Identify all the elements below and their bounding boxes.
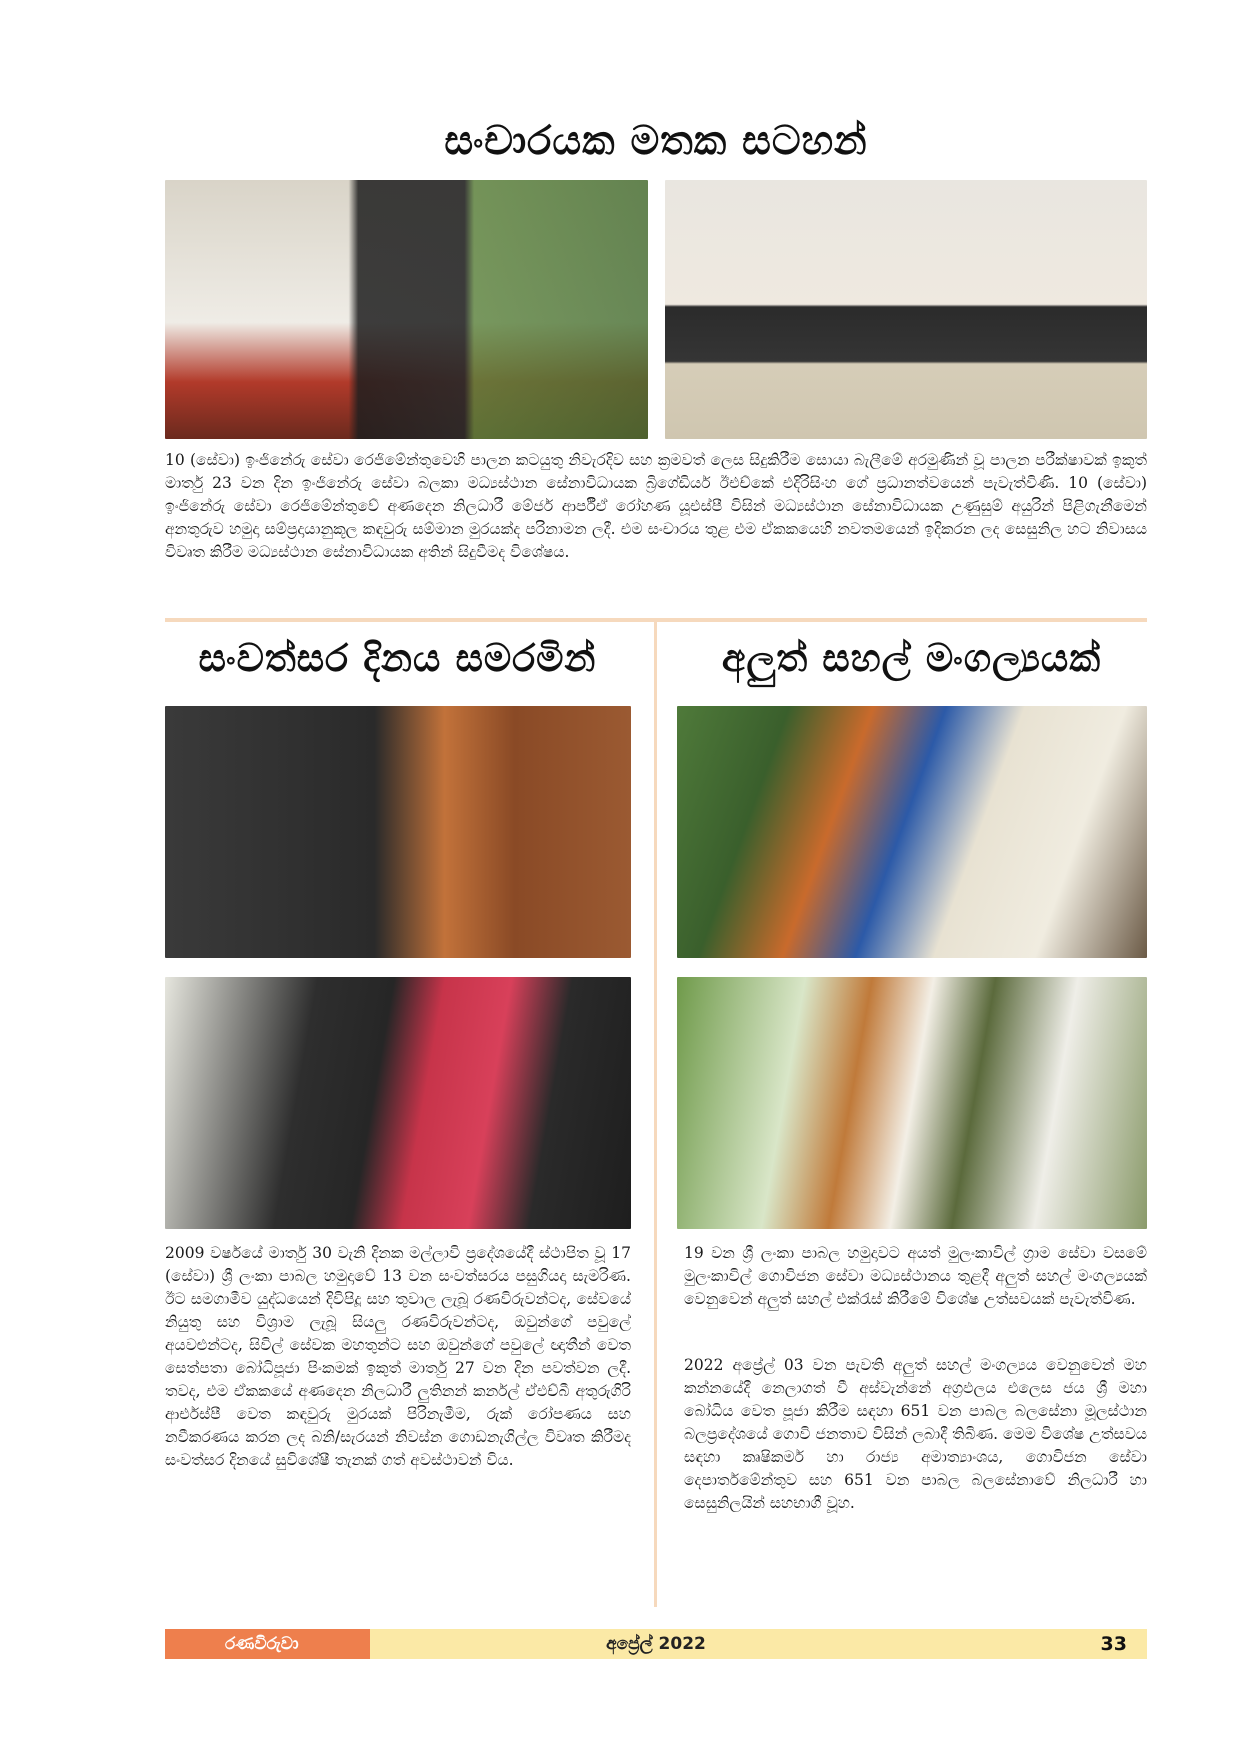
photo-door-unveiling — [165, 706, 631, 958]
page-number: 33 — [1100, 1633, 1127, 1655]
photo-rice-offering — [677, 977, 1147, 1229]
column-divider — [654, 622, 657, 1607]
article1-body: 10 (සේවා) ඉංජිනේරු සේවා රෙජිමේන්තුවෙහි පාලන කටයුතු නිවැරදිව සහ ක්‍රමවත් ලෙස සිදුකිරීම සොයා බැලීමේ අරමුණින් වූ පාලන පරීක්ෂාවක් ඉකුත් මාර්තු 23 වන දින ඉංජිනේරු සේවා බලකා මධ්‍යස්ථාන සේනාවිධායක බ්‍රිගේඩියර් ඊඑච්කේ එදිරිසිංහ ගේ ප්‍රධානත්වයෙන් පැවැත්විණි. 10 (සේවා) ඉංජිනේරු සේවා රෙජිමේන්තුවේ අණදෙන නිලධාරී මේජර් ආර්පීඒ රෝහණ යූඑස්පී විසින් මධ්‍යස්ථාන සේනාවිධායක උණුසුම් අයුරින් පිළිගැනීමෙන් අනතුරුව හමුදා සම්ප්‍රදායානුකූල කඳවුරු සම්මාන මුරයක්ද පරිනාමන ලදී. එම සංචාරය තුළ එම ඒකකයෙහි නවතමයෙන් ඉදිකරන ලද සෙසුනිල හට නිවාසය විවෘත කිරීම මධ්‍යස්ථාන සේනාවිධායක අතින් සිදුවීමද විශේෂය. — [165, 451, 1148, 561]
article3-body-1: 19 වන ශ්‍රී ලංකා පාබල හමුදාවට අයත් මුලංකාවිල් ග්‍රාම සේවා වසමේ මුලංකාවිල් ගොවිජන සේවා මධ්‍යස්ථානය තුළදී අලුත් සහල් මංගල්‍යයක් වෙනුවෙන් අලුත් සහල් එක්රැස් කිරීමේ විශේෂ උත්සවයක් පැවැත්විණ. — [684, 1244, 1147, 1308]
photo-dining-table — [165, 977, 631, 1229]
photo-soldiers-lineup — [665, 180, 1147, 439]
article3-body-2: 2022 අප්‍රේල් 03 වන පැවති අලුත් සහල් මංගල්‍යය වෙනුවෙන් මහ කන්නයේදී නෙලාගත් වී අස්වැන්නේ අග්‍රඵලය එලෙස ජය ශ්‍රී මහා බෝධිය වෙත පූජා කිරීම සඳහා 651 වන පාබල බලසේනා මූලස්ථාන බලප්‍රදේශයේ ගොවි ජනතාව විසින් ලබාදී තිබිණ. මෙම විශේෂ උත්සවය සඳහා කෘෂිකර්ම හා රාජ්‍ය අමාත්‍යාංශය, ගොවිජන සේවා දෙපාර්තමේන්තුව සහ 651 වන පාබල බලසේනාවේ නිලධාරී හා සෙසුනිලයින් සහභාගී වූහ. — [684, 1356, 1147, 1512]
article2-body: 2009 වර්ෂයේ මාර්තු 30 වැනි දිනක මල්ලාවි ප්‍රදේශයේදී ස්ථාපිත වූ 17 (සේවා) ශ්‍රී ලංකා පාබල හමුදාවේ 13 වන සංවත්සරය පසුගියදා සැමරිණ. ඊට සමගාමීව යුද්ධයෙන් දිවිපිදූ සහ තුවාල ලැබූ රණවිරුවන්ටද, සේවයේ නියුතු සහ විශ්‍රාම ලැබූ සියලු රණවිරුවන්ටද, ඔවුන්ගේ පවුලේ අයවළුන්ටද, සිවිල් සේවක මහතුන්ට සහ ඔවුන්ගේ පවුලේ ඥාතීන් වෙත සෙත්පතා බෝධිපූජා පිංකමක් ඉකුත් මාර්තු 27 වන දින පවත්වන ලදී. තවද, එම ඒකකයේ අණදෙන නිලධාරී ලුතිනන් කර්නල් ඒඑච්බී අතුරුගිරි ආර්එස්පී වෙත කඳවුරු මුරයක් පිරිනැමීම, රුක් රෝපණය සහ නවීකරණය කරන ලද බනි/සැරයන් නිවස්න ගොඩනැගිල්ල විවෘත කිරීමද සංවත්සර දිනයේ සුවිශේෂී තැනක් ගත් අවස්ථාවන් විය. — [165, 1244, 631, 1469]
photo-plaque-unveiling — [165, 180, 648, 439]
page-footer — [165, 1629, 1147, 1659]
footer-brand: රණවිරුවා — [165, 1629, 370, 1659]
article1-title: සංචාරයක මතක සටහන් — [444, 118, 868, 164]
photo-seated-guests — [677, 706, 1147, 958]
article2-title: සංවත්සර දිනය සමරමින් — [198, 636, 597, 680]
article3-title: අලුත් සහල් මංගල්‍යයක් — [721, 636, 1102, 680]
footer-date: අප්‍රේල් 2022 — [606, 1634, 706, 1654]
